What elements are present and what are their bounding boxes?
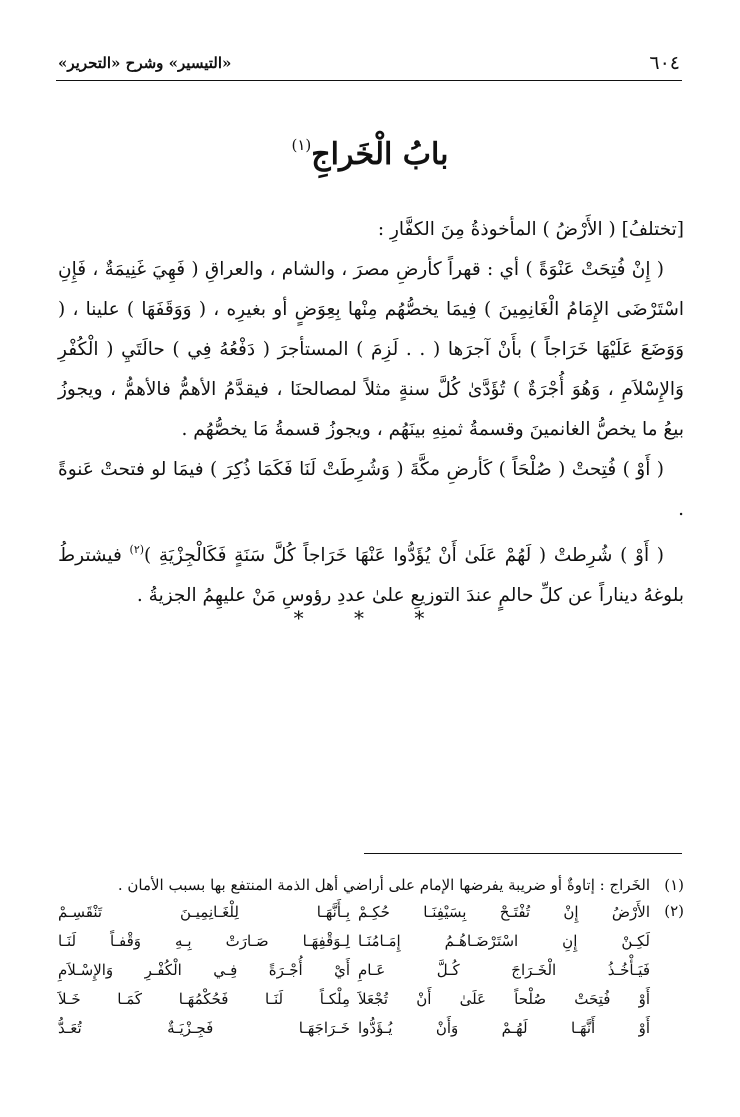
paragraph-2: ( إِنْ فُتِحَتْ عَنْوَةً ) أي : قهراً كأرضِ مصرَ ، والشام ، والعراقِ ( فَهِيَ غَنِيمَةٌ ، فَإِنِ اسْتَرْضَى الإِمَامُ الْغَانِمِينَ ) فِيمَا يخصُّهُم مِنْها بِعِوَضٍ أو بغيرِه ، ( وَوَقَفَهَا ) علينا ، ( وَوَضَعَ عَلَيْهَا خَرَاجاً ) بأَنْ آجرَها ( . . لَزِمَ ) المستأجرَ ( دَفْعُهُ فِي ) حالَتَيِ ( الْكُفْرِ وَالإِسْلاَمِ ، وَهُوَ أُجْرَةٌ ) تُؤَدَّىٰ كُلَّ سنةٍ مثلاً لمصالحنَا ، فيقدَّمُ الأهمُّ فالأهمُّ ، ويجوزُ بيعُ ما يخصُّ الغانمينَ وقسمةُ ثمنِهِ بينَهُم ، ويجوزُ قسمةُ مَا يخصُّهُم . [58,259,684,440]
paragraph-3: ( أَوْ ) فُتِحتْ ( صُلْحَاً ) كَأرضِ مكَّةَ ( وَشُرِطَتْ لَنَا فَكَمَا ذُكِرَ ) فيمَا لو فتحتْ عَنوةً . [58,459,684,520]
verse-1-first-hemistich: الأَرْضُ إِنْ تُفْتَـحْ بِسَيْفِنَـا حُكِـمْ [358,903,650,921]
paragraph-4-text: ( أَوْ ) شُرِطتْ ( لَهُمْ عَلَىٰ أَنْ يُؤَدُّوا عَنْهَا خَرَاجاً كُلَّ سَنَةٍ فَكَالْجِزْيَةِ ) [144,545,664,566]
footnote-2-poem [58,898,684,1048]
verse-2 [58,927,650,955]
chapter-title [0,136,740,172]
verse-1-second-hemistich: بِـأَنَّهَـا لِلْغَـانِمِيـنَ تَنْقَسِـمْ [58,903,350,921]
footnote-1-number: (١) [664,876,684,894]
paragraph-1: [تختلفُ] ( الأَرْضُ ) المأخوذةُ مِنَ الكفَّارِ : [377,219,684,240]
verse-3 [58,956,650,984]
verse-5-second-hemistich: خَـرَاجَهَـا فَجِـزْيَـةٌ تُعَـدُّ [58,1019,350,1037]
verse-5 [58,1014,650,1042]
verse-3-second-hemistich: أَيْ أُجْـرَةً فِـي الْكُفْـرِ وَالإِسْـلاَمِ [58,961,350,979]
footnote-1 [58,872,684,898]
verse-4 [58,985,650,1013]
page-header [56,46,682,81]
paragraph-4 [58,530,684,616]
verse-3-first-hemistich: فَيَـأْخُـذُ الْخَـرَاجَ كُـلَّ عَـامِ [358,961,650,979]
chapter-footnote-ref: (١) [291,136,312,154]
verse-1 [58,898,650,926]
running-title: «التيسير» وشرح «التحرير» [58,54,232,72]
main-text [58,210,684,616]
footnote-rule [364,853,682,854]
verse-2-second-hemistich: لِـوَقْفِهَـا صَـارَتْ بِـهِ وَقْفـاً لَنَـا [58,932,350,950]
page-number: ٦٠٤ [649,52,680,74]
verse-4-second-hemistich: مِلْكـاً لَنَـا فَحُكْمُهَـا كَمَـا خَـلاَ [58,990,350,1008]
paragraph-4-rest: فيشترطُ بلوغهُ ديناراً عن كلِّ حالمٍ عندَ التوزيعِ علىٰ عددِ رؤوسِ مَنْ عليهِمُ الجزيةُ . [58,545,684,606]
verse-5-first-hemistich: أَوْ أَنَّهَـا لَهُـمْ وَأَنْ يُـؤَدُّوا [358,1019,650,1037]
chapter-title-text: بابُ الْخَراجِ [311,137,449,172]
footnotes [58,872,684,1048]
footnote-2-number: (٢) [664,902,684,920]
verse-2-first-hemistich: لَكِـنْ إِنِ اسْتَرْضَـاهُـمُ إِمَـامُنَـا [358,932,650,950]
verse-4-first-hemistich: أَوْ فُتِحَتْ صُلْحاً عَلَىٰ أَنْ تُجْعَلاَ [358,990,650,1008]
section-separator: * * * [293,606,447,630]
footnote-1-text: الخَراج : إتاوةٌ أو ضريبة يفرضها الإمام على أراضي أهل الذمة المنتفع بها بسبب الأمان . [117,876,650,894]
paragraph-4-footnote-ref: (٢) [129,543,145,556]
